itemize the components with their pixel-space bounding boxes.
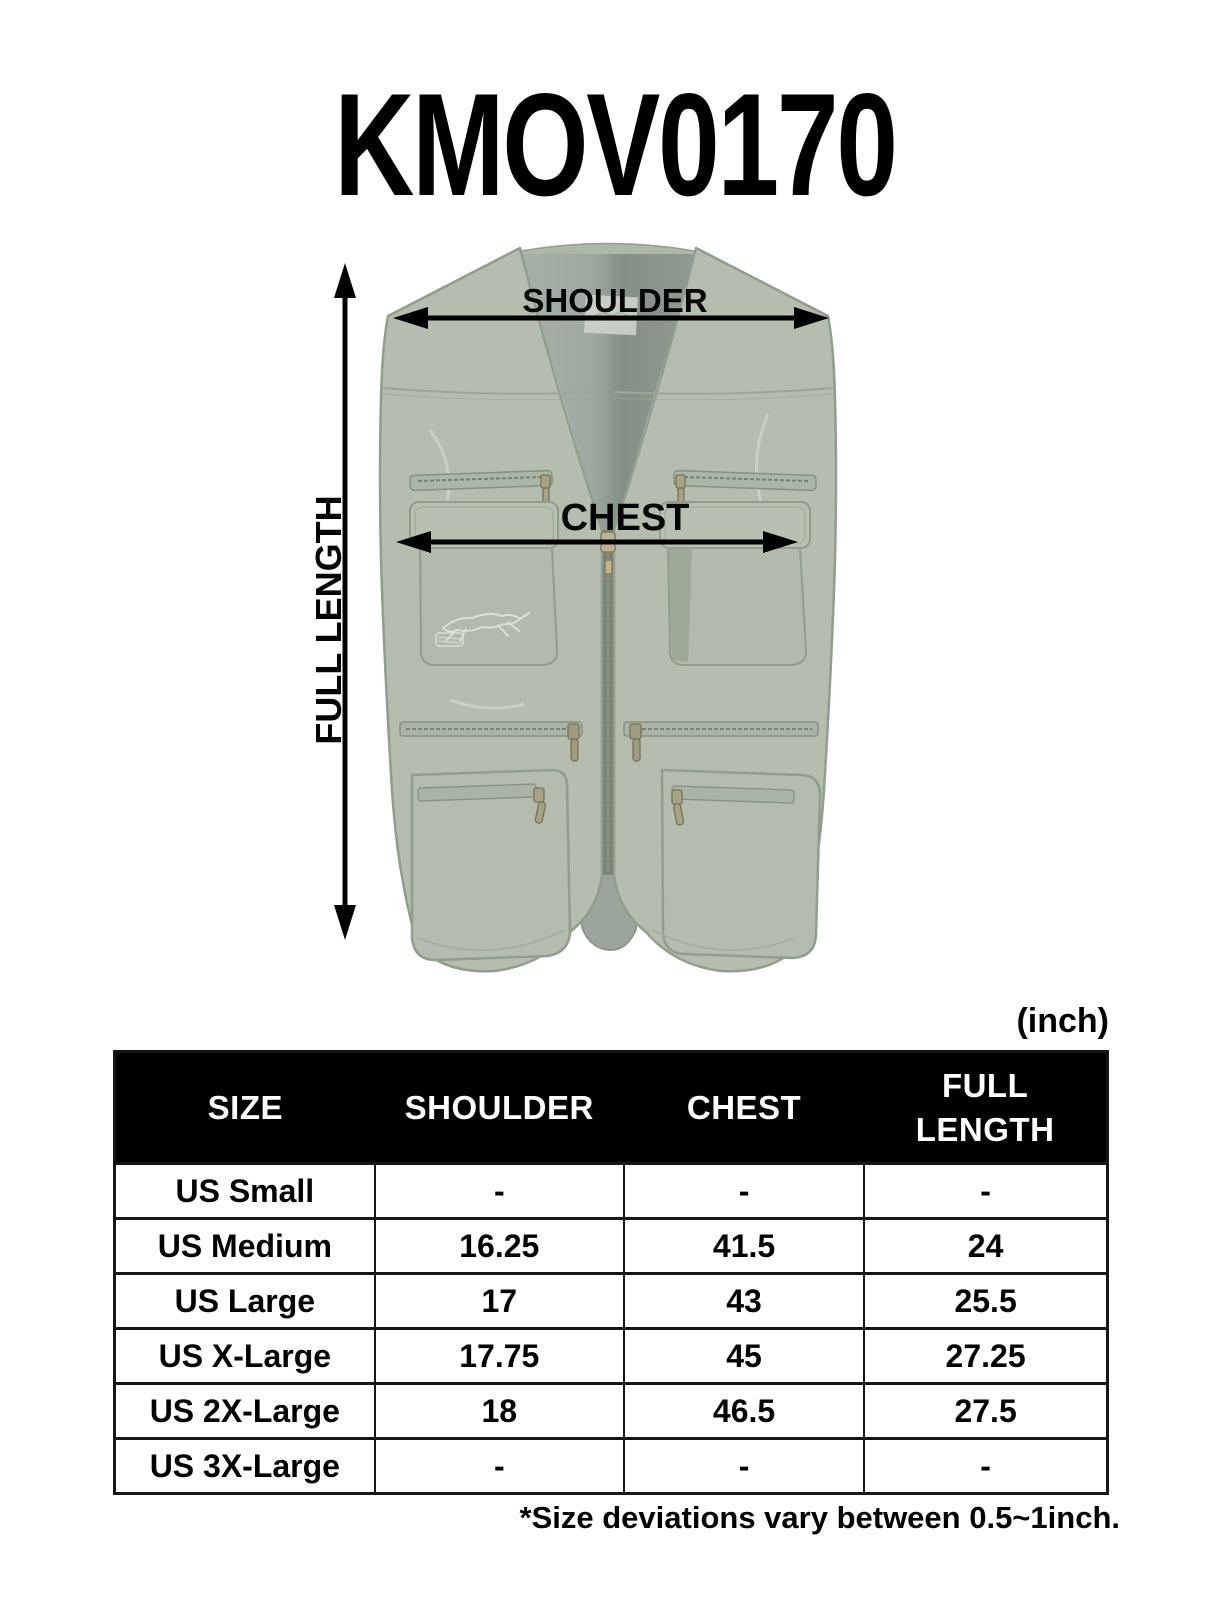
table-row xyxy=(115,1329,1108,1384)
size-table-header xyxy=(115,1052,1108,1164)
size-cell: US 2X-Large xyxy=(115,1384,375,1439)
size-cell: US Large xyxy=(115,1274,375,1329)
shoulder-label: SHOULDER xyxy=(522,282,708,319)
full-length-cell: 24 xyxy=(864,1219,1107,1274)
chest-cell: 45 xyxy=(624,1329,864,1384)
shoulder-cell: 17.75 xyxy=(375,1329,624,1384)
column-header-size: SIZE xyxy=(207,1088,283,1126)
table-row xyxy=(115,1439,1108,1494)
product-code-title: KMOV0170 xyxy=(334,63,896,226)
chest-cell: 41.5 xyxy=(624,1219,864,1274)
chest-cell: - xyxy=(624,1164,864,1219)
table-row xyxy=(115,1274,1108,1329)
column-header-shoulder: SHOULDER xyxy=(404,1088,594,1126)
size-table xyxy=(113,1050,1109,1495)
full-length-cell: - xyxy=(864,1164,1107,1219)
shoulder-cell: 18 xyxy=(375,1384,624,1439)
shoulder-cell: - xyxy=(375,1439,624,1494)
full-length-cell: 25.5 xyxy=(864,1274,1107,1329)
vest-photo xyxy=(380,244,836,972)
full-length-cell: 27.5 xyxy=(864,1384,1107,1439)
front-zipper xyxy=(601,530,615,875)
chest-pocket-left xyxy=(410,502,558,665)
size-cell: US X-Large xyxy=(115,1329,375,1384)
chest-cell: 43 xyxy=(624,1274,864,1329)
chest-cell: - xyxy=(624,1439,864,1494)
size-cell: US Medium xyxy=(115,1219,375,1274)
shoulder-cell: - xyxy=(375,1164,624,1219)
size-cell: US 3X-Large xyxy=(115,1439,375,1494)
column-header-chest: CHEST xyxy=(686,1088,802,1126)
column-header-full-length: FULL LENGTH xyxy=(915,1066,1055,1148)
size-deviation-note: *Size deviations vary between 0.5~1inch. xyxy=(519,1500,1120,1535)
full-length-cell: - xyxy=(864,1439,1107,1494)
unit-label: (inch) xyxy=(1016,1002,1109,1040)
table-row xyxy=(115,1384,1108,1439)
shoulder-cell: 17 xyxy=(375,1274,624,1329)
size-cell: US Small xyxy=(115,1164,375,1219)
chest-cell: 46.5 xyxy=(624,1384,864,1439)
shoulder-cell: 16.25 xyxy=(375,1219,624,1274)
cargo-pocket-left xyxy=(412,770,570,960)
vest-measurement-diagram xyxy=(280,230,900,990)
table-row xyxy=(115,1164,1108,1219)
full-length-cell: 27.25 xyxy=(864,1329,1107,1384)
full-length-label: FULL LENGTH xyxy=(308,495,349,745)
cargo-pocket-right xyxy=(662,770,820,958)
chest-label: CHEST xyxy=(560,497,690,539)
table-row xyxy=(115,1219,1108,1274)
